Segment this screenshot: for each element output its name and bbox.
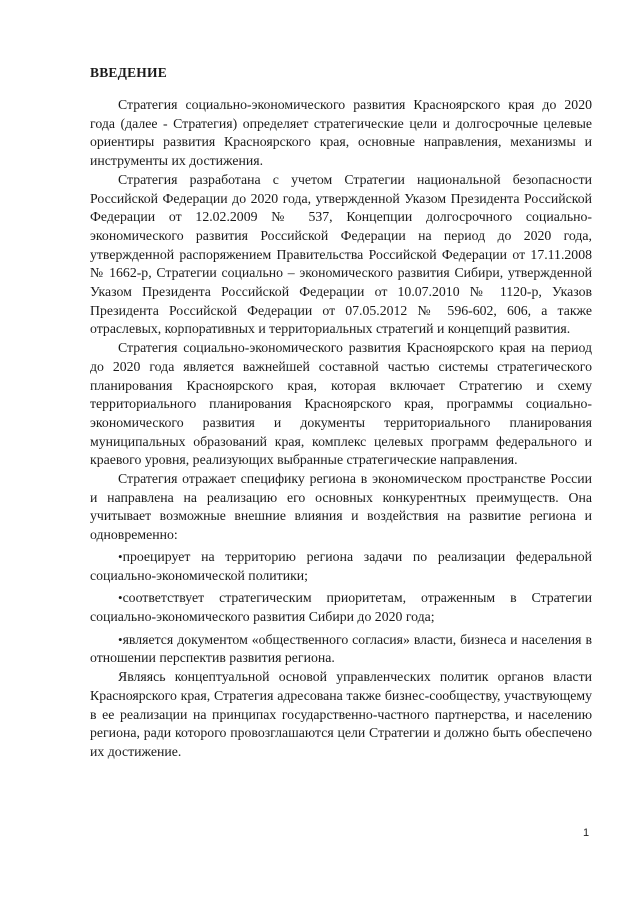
document-body — [90, 64, 592, 762]
bullet-icon: • — [118, 631, 123, 647]
section-heading: ВВЕДЕНИЕ — [90, 65, 167, 80]
bullet-icon: • — [118, 590, 123, 606]
page-number: 1 — [583, 827, 590, 839]
bullet-item — [90, 631, 592, 668]
bullet-text: соответствует стратегическим приоритетам, отраженным в Стратегии социально-экономического развития Сибири до 2020 года; — [90, 590, 592, 624]
paragraph-closing: Являясь концептуальной основой управленческих политик органов власти Красноярского края, Стратегия адресована также бизнес-сообществу, участвующему в ее реализации на принципах государственно-частного партнерства, и населению региона, ради которого провозглашаются цели Стратегии и должно быть обеспечено их достижение. — [90, 669, 592, 759]
paragraph-intro: Стратегия социально-экономического развития Красноярского края до 2020 года (далее - Стратегия) определяет стратегические цели и долгосрочные целевые ориентиры развития Красноярского края, основные направления, механизмы и инструменты их достижения. — [90, 97, 592, 169]
bullet-item — [90, 548, 592, 585]
paragraph-basis: Стратегия разработана с учетом Стратегии национальной безопасности Российской Федерации до 2020 года, утвержденной Указом Президента Российской Федерации от 12.02.2009 № 537, Концепции долгосрочного социально-экономического развития Российской Федерации на период до 2020 года, утвержденной распоряжением Правительства Российской Федерации от 17.11.2008 № 1662-р, Стратегии социально – экономического развития Сибири, утвержденной Указом Президента Российской Федерации от 10.07.2010 № 1120-р, Указов Президента Российской Федерации от 07.05.2012 № 596-602, 606, а также отраслевых, корпоративных и территориальных стратегий и концепций развития. — [90, 171, 592, 337]
bullet-icon: • — [118, 548, 123, 564]
bullet-text: является документом «общественного согласия» власти, бизнеса и населения в отношении перспектив развития региона. — [90, 631, 592, 666]
paragraph-specifics: Стратегия отражает специфику региона в экономическом пространстве России и направлена на реализацию его основных конкурентных преимуществ. Она учитывает возможные внешние влияния и воздействия на развитие региона и одновременно: — [90, 471, 592, 543]
bullet-text: проецирует на территорию региона задачи по реализации федеральной социально-экономической политики; — [90, 548, 592, 583]
bullet-item — [90, 589, 592, 626]
paragraph-planning-system: Стратегия социально-экономического развития Красноярского края на период до 2020 года является важнейшей составной частью системы стратегического планирования Красноярского края, которая включает Стратегию и схему территориального планирования Красноярского края, программы социально-экономического развития и документы территориального планирования муниципальных образований края, комплекс целевых программ федерального и краевого уровня, реализующих выбранные стратегические направления. — [90, 340, 592, 468]
